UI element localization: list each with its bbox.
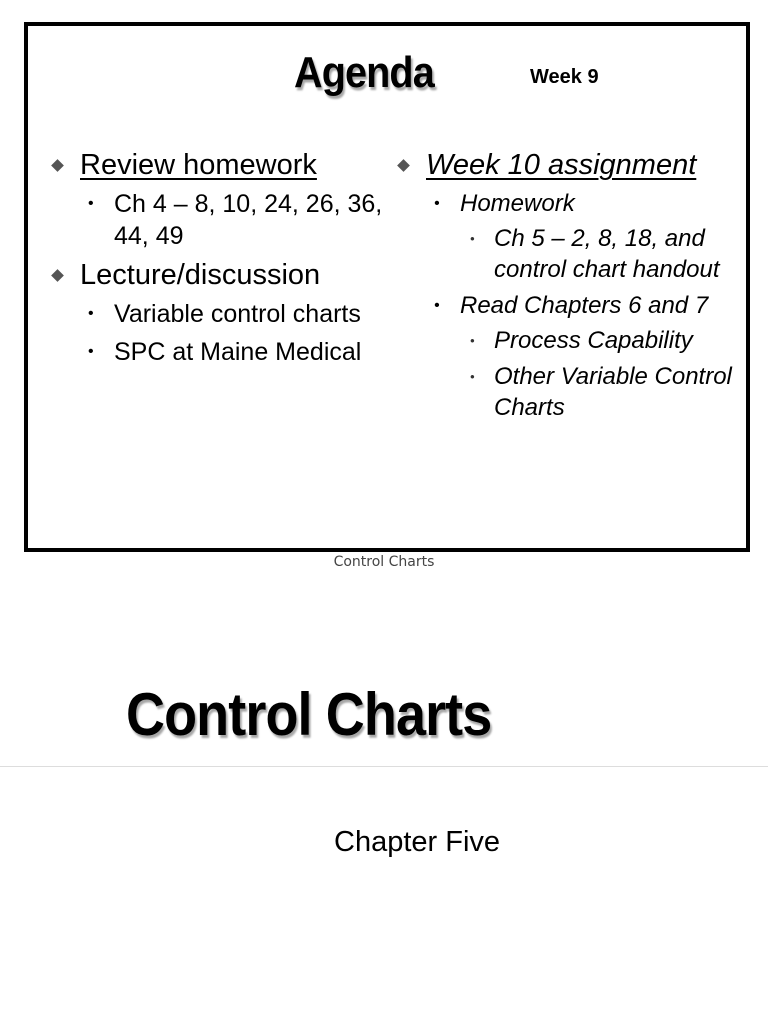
sub-bullet-read	[394, 290, 734, 321]
slide2-subtitle: Chapter Five	[334, 826, 501, 858]
sub-bullet	[48, 298, 418, 330]
diamond-bullet-icon	[51, 159, 64, 172]
sub-sub-bullet	[394, 361, 734, 423]
bullet-label: Lecture/discussion	[80, 259, 321, 291]
sub-bullet-text: Variable control charts	[114, 300, 361, 328]
bullet-label: Review homework	[80, 149, 317, 181]
diamond-bullet-icon	[397, 159, 410, 172]
bullet-label: Week 10 assignment	[426, 149, 697, 181]
left-column	[48, 148, 418, 374]
bullet-dot-icon: •	[88, 195, 94, 212]
sub-bullet-homework	[394, 188, 734, 219]
sub-bullet-text: Homework	[460, 190, 575, 217]
bullet-dot-icon: •	[470, 231, 475, 246]
sub-bullet	[48, 336, 418, 368]
bullet-review-homework	[48, 148, 418, 182]
slide-title: Agenda	[294, 48, 434, 97]
sub-sub-bullet-text: Process Capability	[494, 327, 693, 354]
divider	[0, 766, 768, 767]
bullet-week10-assignment	[394, 148, 734, 182]
right-column	[394, 148, 734, 428]
sub-bullet	[48, 188, 418, 252]
bullet-dot-icon: •	[434, 195, 440, 212]
week-label: Week 9	[530, 66, 599, 88]
slide-caption: Control Charts	[333, 554, 435, 570]
sub-bullet-text: Read Chapters 6 and 7	[460, 292, 709, 319]
bullet-dot-icon: •	[88, 305, 94, 322]
bullet-dot-icon: •	[470, 369, 475, 384]
bullet-lecture-discussion	[48, 258, 418, 292]
sub-bullet-text: SPC at Maine Medical	[114, 338, 362, 366]
bullet-dot-icon: •	[88, 343, 94, 360]
diamond-bullet-icon	[51, 269, 64, 282]
sub-bullet-text: Ch 4 – 8, 10, 24, 26, 36, 44, 49	[114, 190, 383, 250]
sub-sub-bullet-text: Other Variable Control Charts	[494, 363, 732, 421]
sub-sub-bullet-text: Ch 5 – 2, 8, 18, and control chart handout	[494, 225, 720, 283]
sub-sub-bullet	[394, 223, 734, 285]
bullet-dot-icon: •	[470, 333, 475, 348]
agenda-slide	[24, 22, 750, 552]
bullet-dot-icon: •	[434, 297, 440, 314]
sub-sub-bullet	[394, 325, 734, 356]
slide2-title: Control Charts	[126, 681, 492, 748]
